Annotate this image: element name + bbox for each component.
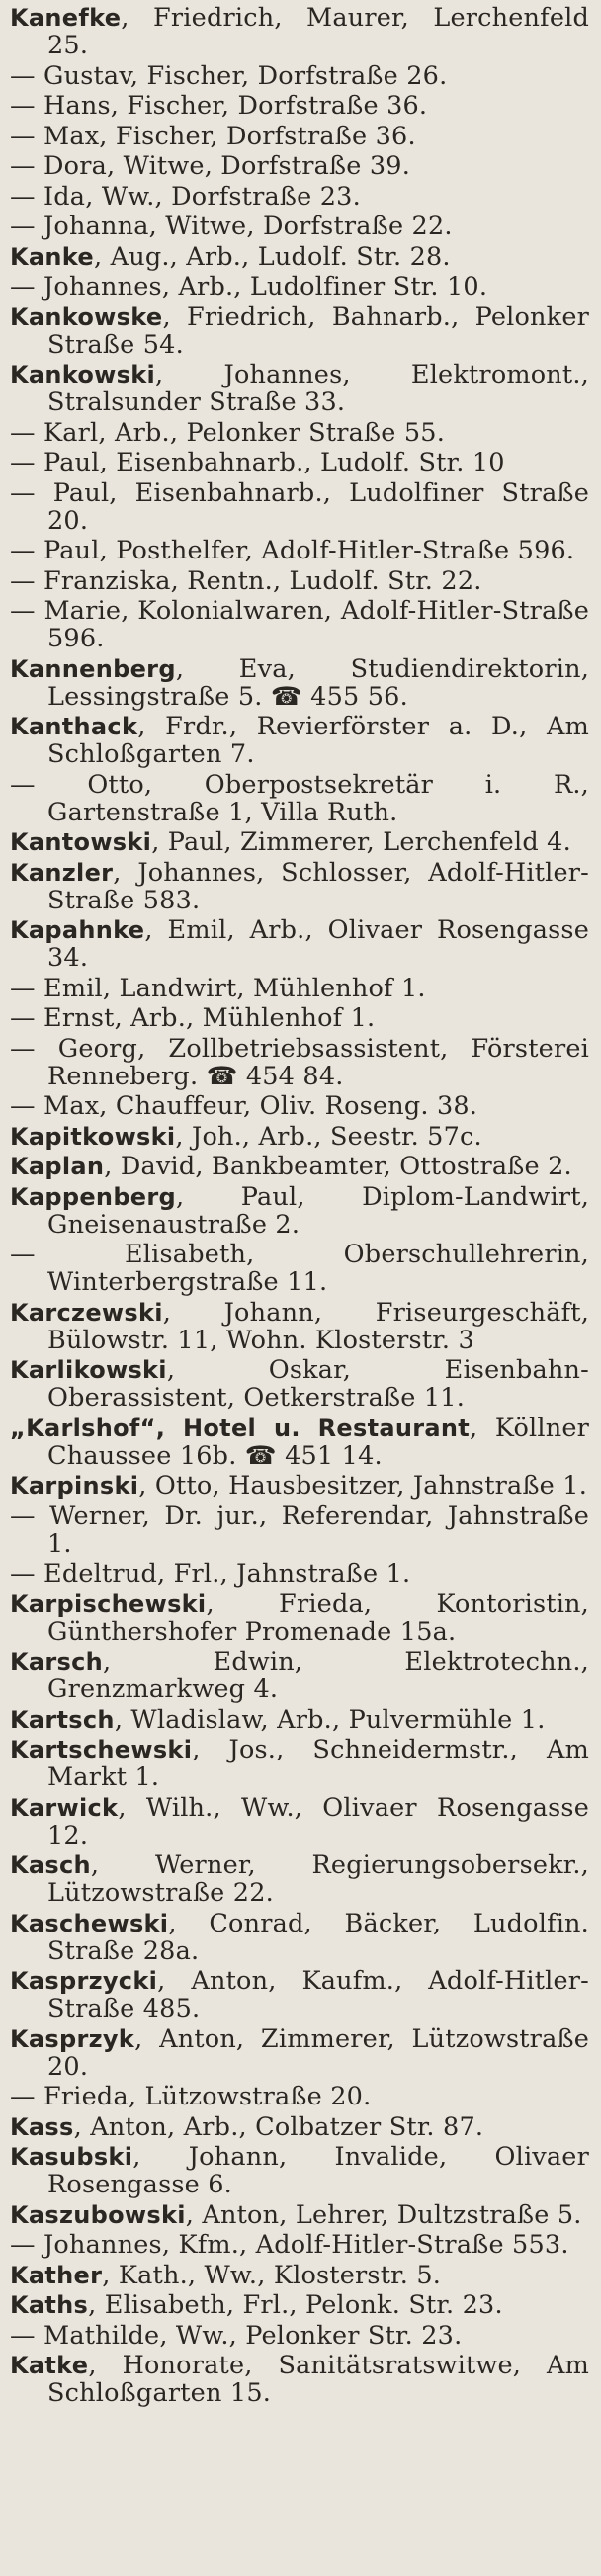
entry-surname: Karpischewski bbox=[10, 1589, 207, 1618]
entry-details: — Johannes, Arb., Ludolfiner Str. 10. bbox=[10, 272, 488, 301]
entry-details: , Frdr., Revierförster a. D., Am Schloßgarten 7. bbox=[47, 712, 589, 769]
directory-entry bbox=[10, 2201, 589, 2229]
entry-surname: Kappenberg bbox=[10, 1182, 176, 1211]
directory-entry bbox=[10, 1706, 589, 1734]
directory-entry bbox=[10, 1356, 589, 1412]
entry-details: , Johann, Friseurgeschäft, Bülowstr. 11, Wohn. Klosterstr. 3 bbox=[47, 1297, 589, 1355]
directory-entry bbox=[10, 1472, 589, 1500]
directory-entry bbox=[10, 597, 589, 652]
entry-details: — Johannes, Kfm., Adolf-Hitler-Straße 553. bbox=[10, 2230, 569, 2260]
entry-details: , Frieda, Kontoristin, Günthershofer Promenade 15a. bbox=[47, 1589, 589, 1647]
directory-entry bbox=[10, 2143, 589, 2198]
entry-surname: Kanzler bbox=[10, 858, 114, 887]
entry-details: , Emil, Arb., Olivaer Rosengasse 34. bbox=[47, 915, 589, 973]
entry-surname: Karczewski bbox=[10, 1298, 163, 1327]
entry-details: — Georg, Zollbetriebsassistent, Försterei Renneberg. ☎ 454 84. bbox=[10, 1033, 589, 1091]
entry-details: , Friedrich, Maurer, Lerchenfeld 25. bbox=[47, 3, 589, 60]
entry-details: — Emil, Landwirt, Mühlenhof 1. bbox=[10, 973, 426, 1003]
entry-details: , Wladislaw, Arb., Pulvermühle 1. bbox=[114, 1704, 546, 1735]
entry-surname: Karwick bbox=[10, 1793, 119, 1822]
directory-entry bbox=[10, 92, 589, 120]
directory-entry bbox=[10, 449, 589, 476]
directory-entry bbox=[10, 62, 589, 90]
directory-entry bbox=[10, 1035, 589, 1090]
directory-entry bbox=[10, 183, 589, 211]
directory-entry bbox=[10, 916, 589, 972]
entry-details: — Ida, Ww., Dorfstraße 23. bbox=[10, 181, 361, 212]
directory-entry bbox=[10, 1967, 589, 2022]
directory-entry bbox=[10, 975, 589, 1002]
directory-entry bbox=[10, 1299, 589, 1354]
entry-details: , Conrad, Bäcker, Ludolfin. Straße 28a. bbox=[47, 1908, 589, 1966]
directory-entry bbox=[10, 2291, 589, 2319]
entry-details: , Joh., Arb., Seestr. 57c. bbox=[175, 1121, 482, 1152]
entry-surname: Kaszubowski bbox=[10, 2200, 186, 2229]
entry-surname: Kanefke bbox=[10, 4, 122, 32]
directory-entry bbox=[10, 1560, 589, 1588]
entry-details: , Köllner Chaussee 16b. ☎ 451 14. bbox=[47, 1413, 590, 1471]
entry-surname: Katke bbox=[10, 2352, 89, 2379]
directory-entry bbox=[10, 4, 589, 59]
directory-entry bbox=[10, 771, 589, 826]
entry-details: , David, Bankbeamter, Ottostraße 2. bbox=[104, 1152, 572, 1181]
entry-details: , Friedrich, Bahnarb., Pelonker Straße 54. bbox=[47, 301, 589, 360]
directory-entry bbox=[10, 859, 589, 914]
entry-details: , Paul, Diplom-Landwirt, Gneisenaustraße 2. bbox=[47, 1181, 589, 1240]
entry-details: — Dora, Witwe, Dorfstraße 39. bbox=[10, 151, 411, 181]
directory-entry bbox=[10, 1241, 589, 1296]
entry-surname: Kantowski bbox=[10, 828, 152, 856]
directory-entry bbox=[10, 1590, 589, 1646]
directory-entry bbox=[10, 2262, 589, 2289]
entry-details: — Mathilde, Ww., Pelonker Str. 23. bbox=[10, 2320, 463, 2351]
directory-entry bbox=[10, 1910, 589, 1965]
directory-entry bbox=[10, 713, 589, 768]
entry-surname: Kanke bbox=[10, 242, 94, 271]
entry-surname: Kasubski bbox=[10, 2143, 133, 2171]
directory-entry bbox=[10, 1183, 589, 1239]
entry-details: — Franziska, Rentn., Ludolf. Str. 22. bbox=[10, 565, 482, 596]
entry-details: — Karl, Arb., Pelonker Straße 55. bbox=[10, 417, 446, 448]
entry-details: — Johanna, Witwe, Dorfstraße 22. bbox=[10, 212, 453, 241]
directory-entry bbox=[10, 1648, 589, 1703]
entry-details: — Edeltrud, Frl., Jahnstraße 1. bbox=[10, 1559, 411, 1589]
entry-details: , Jos., Schneidermstr., Am Markt 1. bbox=[47, 1735, 589, 1792]
directory-entry bbox=[10, 1503, 589, 1558]
entry-details: , Otto, Hausbesitzer, Jahnstraße 1. bbox=[138, 1471, 588, 1501]
entry-surname: Karlikowski bbox=[10, 1356, 167, 1384]
entry-details: , Aug., Arb., Ludolf. Str. 28. bbox=[93, 241, 451, 272]
entry-surname: Kankowske bbox=[10, 302, 163, 331]
entry-details: , Honorate, Sanitätsratswitwe, Am Schloßgarten 15. bbox=[47, 2351, 589, 2408]
directory-entry bbox=[10, 2322, 589, 2350]
entry-details: — Frieda, Lützowstraße 20. bbox=[10, 2082, 372, 2111]
entry-surname: Kaplan bbox=[10, 1153, 105, 1180]
directory-entry bbox=[10, 2113, 589, 2141]
entry-details: , Werner, Regierungsobersekr., Lützowstraße 22. bbox=[47, 1850, 589, 1908]
directory-entry bbox=[10, 1123, 589, 1151]
entry-details: , Kath., Ww., Klosterstr. 5. bbox=[102, 2260, 442, 2290]
directory-entry bbox=[10, 2083, 589, 2110]
entry-details: — Paul, Eisenbahnarb., Ludolf. Str. 10 bbox=[10, 448, 505, 477]
entry-details: — Ernst, Arb., Mühlenhof 1. bbox=[10, 1003, 376, 1033]
directory-entry bbox=[10, 2231, 589, 2259]
entry-surname: Kasch bbox=[10, 1851, 91, 1879]
entry-surname: Kartsch bbox=[10, 1705, 115, 1734]
entry-details: , Johannes, Elektromont., Stralsunder Straße 33. bbox=[47, 360, 589, 417]
entry-details: , Anton, Zimmerer, Lützowstraße 20. bbox=[47, 2023, 589, 2082]
entry-surname: Kartschewski bbox=[10, 1736, 193, 1763]
directory-entry bbox=[10, 303, 589, 359]
directory-entry bbox=[10, 655, 589, 711]
entry-surname: Kass bbox=[10, 2112, 74, 2141]
directory-entry bbox=[10, 567, 589, 595]
directory-entry bbox=[10, 1415, 589, 1470]
entry-details: — Werner, Dr. jur., Referendar, Jahnstraße 1. bbox=[10, 1501, 589, 1559]
directory-entry bbox=[10, 828, 589, 856]
directory-entry bbox=[10, 1092, 589, 1120]
entry-details: — Paul, Eisenbahnarb., Ludolfiner Straße 20. bbox=[10, 477, 589, 536]
entry-surname: Kaths bbox=[10, 2291, 89, 2319]
directory-entry bbox=[10, 1153, 589, 1180]
directory-entries bbox=[10, 4, 589, 2407]
entry-details: — Max, Chauffeur, Oliv. Roseng. 38. bbox=[10, 1091, 478, 1121]
entry-details: , Wilh., Ww., Olivaer Rosengasse 12. bbox=[47, 1792, 589, 1850]
entry-details: — Hans, Fischer, Dorfstraße 36. bbox=[10, 91, 428, 121]
directory-entry bbox=[10, 1851, 589, 1907]
directory-entry bbox=[10, 2352, 589, 2407]
directory-entry bbox=[10, 243, 589, 271]
entry-details: , Anton, Lehrer, Dultzstraße 5. bbox=[185, 2199, 582, 2230]
entry-details: — Elisabeth, Oberschullehrerin, Winterbergstraße 11. bbox=[10, 1240, 589, 1297]
entry-surname: Kather bbox=[10, 2261, 103, 2289]
directory-entry bbox=[10, 1736, 589, 1791]
entry-details: , Paul, Zimmerer, Lerchenfeld 4. bbox=[151, 827, 571, 857]
entry-surname: Kapitkowski bbox=[10, 1122, 176, 1151]
entry-surname: Kapahnke bbox=[10, 916, 145, 944]
entry-surname: Kaschewski bbox=[10, 1909, 169, 1937]
directory-entry bbox=[10, 152, 589, 180]
entry-details: — Gustav, Fischer, Dorfstraße 26. bbox=[10, 60, 448, 91]
entry-surname: Karpinski bbox=[10, 1472, 139, 1500]
directory-entry bbox=[10, 213, 589, 240]
directory-entry bbox=[10, 419, 589, 447]
entry-details: , Oskar, Eisenbahn-Oberassistent, Oetkerstraße 11. bbox=[47, 1355, 589, 1413]
entry-surname: Kanthack bbox=[10, 713, 138, 740]
directory-entry bbox=[10, 123, 589, 150]
entry-details: — Marie, Kolonialwaren, Adolf-Hitler-Straße 596. bbox=[10, 596, 589, 653]
entry-details: , Eva, Studiendirektorin, Lessingstraße 5. ☎ 455 56. bbox=[47, 653, 589, 712]
entry-surname: Kasprzycki bbox=[10, 1967, 158, 1995]
entry-details: , Johannes, Schlosser, Adolf-Hitler-Straße 583. bbox=[47, 857, 589, 915]
directory-entry bbox=[10, 1794, 589, 1849]
directory-entry bbox=[10, 479, 589, 535]
entry-surname: „Karlshof“, Hotel u. Restaurant bbox=[10, 1414, 471, 1442]
entry-surname: Kannenberg bbox=[10, 654, 176, 683]
entry-details: — Paul, Posthelfer, Adolf-Hitler-Straße 596. bbox=[10, 536, 575, 565]
entry-details: , Anton, Arb., Colbatzer Str. 87. bbox=[73, 2111, 484, 2142]
directory-entry bbox=[10, 1004, 589, 1032]
directory-entry bbox=[10, 2025, 589, 2081]
entry-details: , Anton, Kaufm., Adolf-Hitler-Straße 485. bbox=[47, 1966, 589, 2023]
entry-surname: Kankowski bbox=[10, 361, 156, 388]
entry-details: , Edwin, Elektrotechn., Grenzmarkweg 4. bbox=[47, 1647, 589, 1704]
entry-details: — Max, Fischer, Dorfstraße 36. bbox=[10, 121, 416, 151]
entry-surname: Kasprzyk bbox=[10, 2024, 135, 2053]
entry-details: — Otto, Oberpostsekretär i. R., Gartenstraße 1, Villa Ruth. bbox=[10, 769, 589, 827]
entry-details: , Elisabeth, Frl., Pelonk. Str. 23. bbox=[88, 2290, 503, 2320]
directory-entry bbox=[10, 361, 589, 416]
entry-surname: Karsch bbox=[10, 1648, 104, 1675]
directory-entry bbox=[10, 537, 589, 564]
directory-entry bbox=[10, 273, 589, 301]
entry-details: , Johann, Invalide, Olivaer Rosengasse 6. bbox=[47, 2142, 589, 2199]
